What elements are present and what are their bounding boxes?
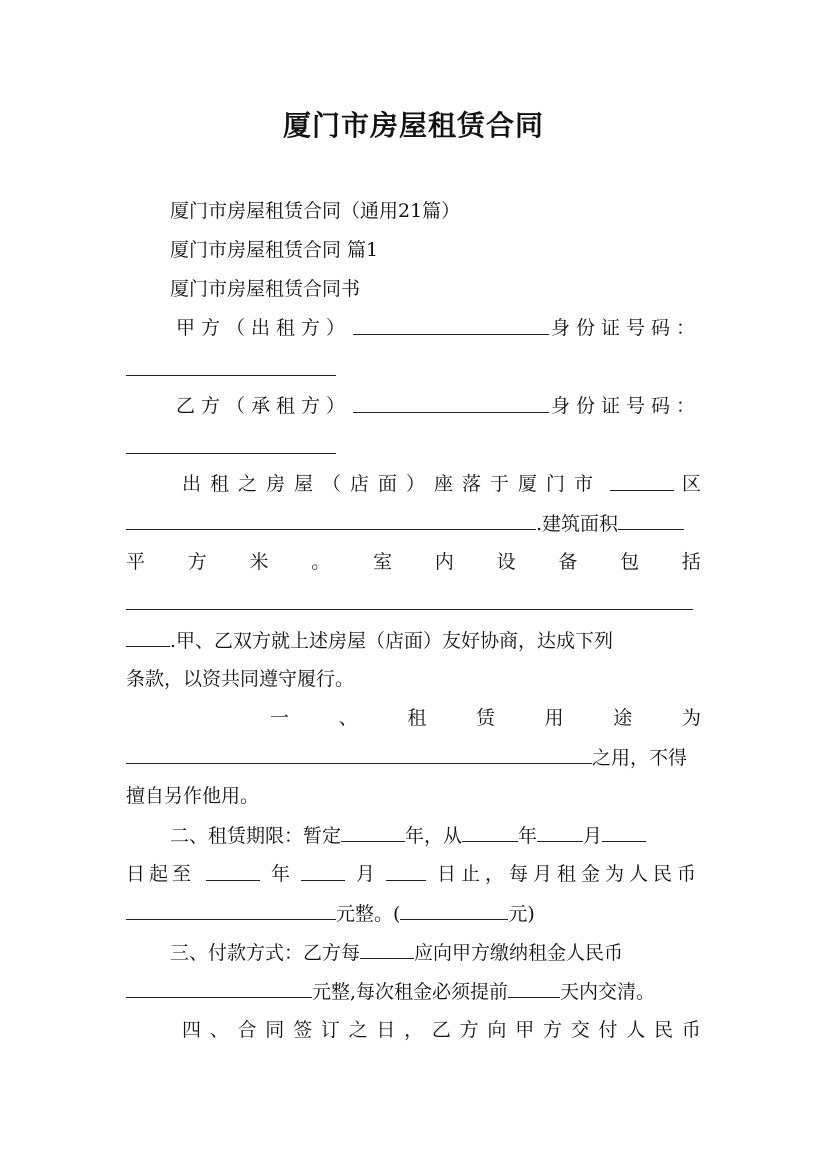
district-label: 区 <box>681 473 701 495</box>
clause-2-line-3 <box>126 901 701 926</box>
char: 人 <box>626 1019 646 1041</box>
clause-3-line-2 <box>126 979 701 1004</box>
year-label: 年 <box>518 825 538 847</box>
char: 内 <box>434 551 454 573</box>
char: 、 <box>338 707 358 729</box>
usage-end-text: 之用，不得 <box>592 747 688 769</box>
start-year-blank <box>462 823 518 842</box>
party-a-id-label: 身份证号码： <box>550 317 701 339</box>
char: 租 <box>407 707 427 729</box>
usage-blank <box>126 745 592 764</box>
year-from-label: 年，从 <box>405 825 463 847</box>
char: 。 <box>311 551 331 573</box>
premises-line-3 <box>126 550 701 574</box>
char: 赁 <box>475 707 495 729</box>
subtitle-line: 厦门市房屋租赁合同（通用21篇） <box>170 200 461 222</box>
char: 为 <box>681 707 701 729</box>
party-b-line <box>176 394 701 418</box>
char: ， <box>404 1019 424 1041</box>
party-b-id-blank <box>126 452 336 454</box>
char: 合 <box>237 1019 257 1041</box>
clause-3-line-1 <box>170 940 701 965</box>
party-b-label: 乙方（承租方） <box>176 395 352 417</box>
premises-line-6: 条款，以资共同遵守履行。 <box>126 668 355 690</box>
equipment-blank <box>126 608 693 610</box>
char: 订 <box>320 1019 340 1041</box>
end-month-blank <box>301 862 345 881</box>
char: 四 <box>182 1019 202 1041</box>
year-label: 年 <box>270 863 290 885</box>
payment-method-label: 三、付款方式：乙方每 <box>170 942 361 964</box>
floor-area-label: .建筑面积 <box>536 513 619 535</box>
party-a-label: 甲方（出租方） <box>176 317 352 339</box>
party-b-name-blank <box>353 394 549 413</box>
char: 方 <box>187 551 207 573</box>
term-years-blank <box>341 823 405 842</box>
end-day-blank <box>386 862 426 881</box>
rent-unit-label: 元) <box>508 903 535 925</box>
char: 、 <box>209 1019 229 1041</box>
char: 包 <box>620 551 640 573</box>
char: 民 <box>654 1019 674 1041</box>
char: 甲 <box>515 1019 535 1041</box>
month-label: 月 <box>355 863 375 885</box>
char: 用 <box>544 707 564 729</box>
start-day-blank <box>602 823 646 842</box>
premises-line-5 <box>126 628 701 653</box>
lease-term-label: 二、租赁期限：暂定 <box>170 825 342 847</box>
char: 米 <box>249 551 269 573</box>
payment-advance-text: 元整,每次租金必须提前 <box>312 981 509 1003</box>
char: 设 <box>496 551 516 573</box>
clause-2-line-2 <box>126 862 701 886</box>
payment-deadline-text: 天内交清。 <box>560 981 656 1003</box>
char: 日 <box>376 1019 396 1041</box>
address-blank <box>126 511 536 530</box>
char: 向 <box>487 1019 507 1041</box>
payment-rent-text: 应向甲方缴纳租金人民币 <box>414 942 624 964</box>
char: 备 <box>558 551 578 573</box>
start-month-blank <box>537 823 583 842</box>
equipment-blank-end <box>126 628 170 647</box>
clause-1-line-3: 擅自另作他用。 <box>126 785 260 807</box>
char: 括 <box>681 551 701 573</box>
heading-line: 厦门市房屋租赁合同书 <box>170 278 361 300</box>
negotiation-text: .甲、乙双方就上述房屋（店面）友好协商，达成下列 <box>170 630 614 652</box>
char: 之 <box>348 1019 368 1041</box>
char: 签 <box>293 1019 313 1041</box>
clause-1-line-2 <box>126 745 701 770</box>
advance-days-blank <box>508 979 560 998</box>
district-blank <box>610 472 674 491</box>
rent-amount-words-blank <box>126 901 336 920</box>
premises-location-text: 出租之房屋（店面）座落于厦门市 <box>182 473 603 495</box>
month-label: 月 <box>583 825 603 847</box>
clause-2-line-1 <box>170 823 701 848</box>
char: 乙 <box>431 1019 451 1041</box>
payment-period-blank <box>360 940 414 959</box>
premises-line-1 <box>182 472 701 496</box>
document-title: 厦门市房屋租赁合同 <box>282 109 544 142</box>
char: 途 <box>613 707 633 729</box>
party-b-id-label: 身份证号码： <box>550 395 701 417</box>
part-line: 厦门市房屋租赁合同 篇1 <box>170 239 379 261</box>
payment-amount-blank <box>126 979 312 998</box>
rent-amount-figure-blank <box>400 901 508 920</box>
end-date-label: 日起至 <box>126 863 196 885</box>
party-a-name-blank <box>353 316 549 335</box>
clause-4-line-1 <box>182 1018 701 1042</box>
end-year-blank <box>206 862 260 881</box>
party-a-id-blank <box>126 374 336 376</box>
monthly-rent-text: 日止，每月租金为人民币 <box>436 863 701 885</box>
char: 币 <box>681 1019 701 1041</box>
premises-line-2 <box>126 511 701 536</box>
char: 一 <box>270 707 290 729</box>
clause-1-line-1 <box>270 706 701 730</box>
char: 同 <box>265 1019 285 1041</box>
char: 室 <box>373 551 393 573</box>
char: 方 <box>542 1019 562 1041</box>
floor-area-blank <box>618 511 684 530</box>
char: 平 <box>126 551 146 573</box>
char: 付 <box>598 1019 618 1041</box>
char: 交 <box>570 1019 590 1041</box>
rent-amount-label: 元整。( <box>336 903 401 925</box>
char: 方 <box>459 1019 479 1041</box>
party-a-line <box>176 316 701 340</box>
